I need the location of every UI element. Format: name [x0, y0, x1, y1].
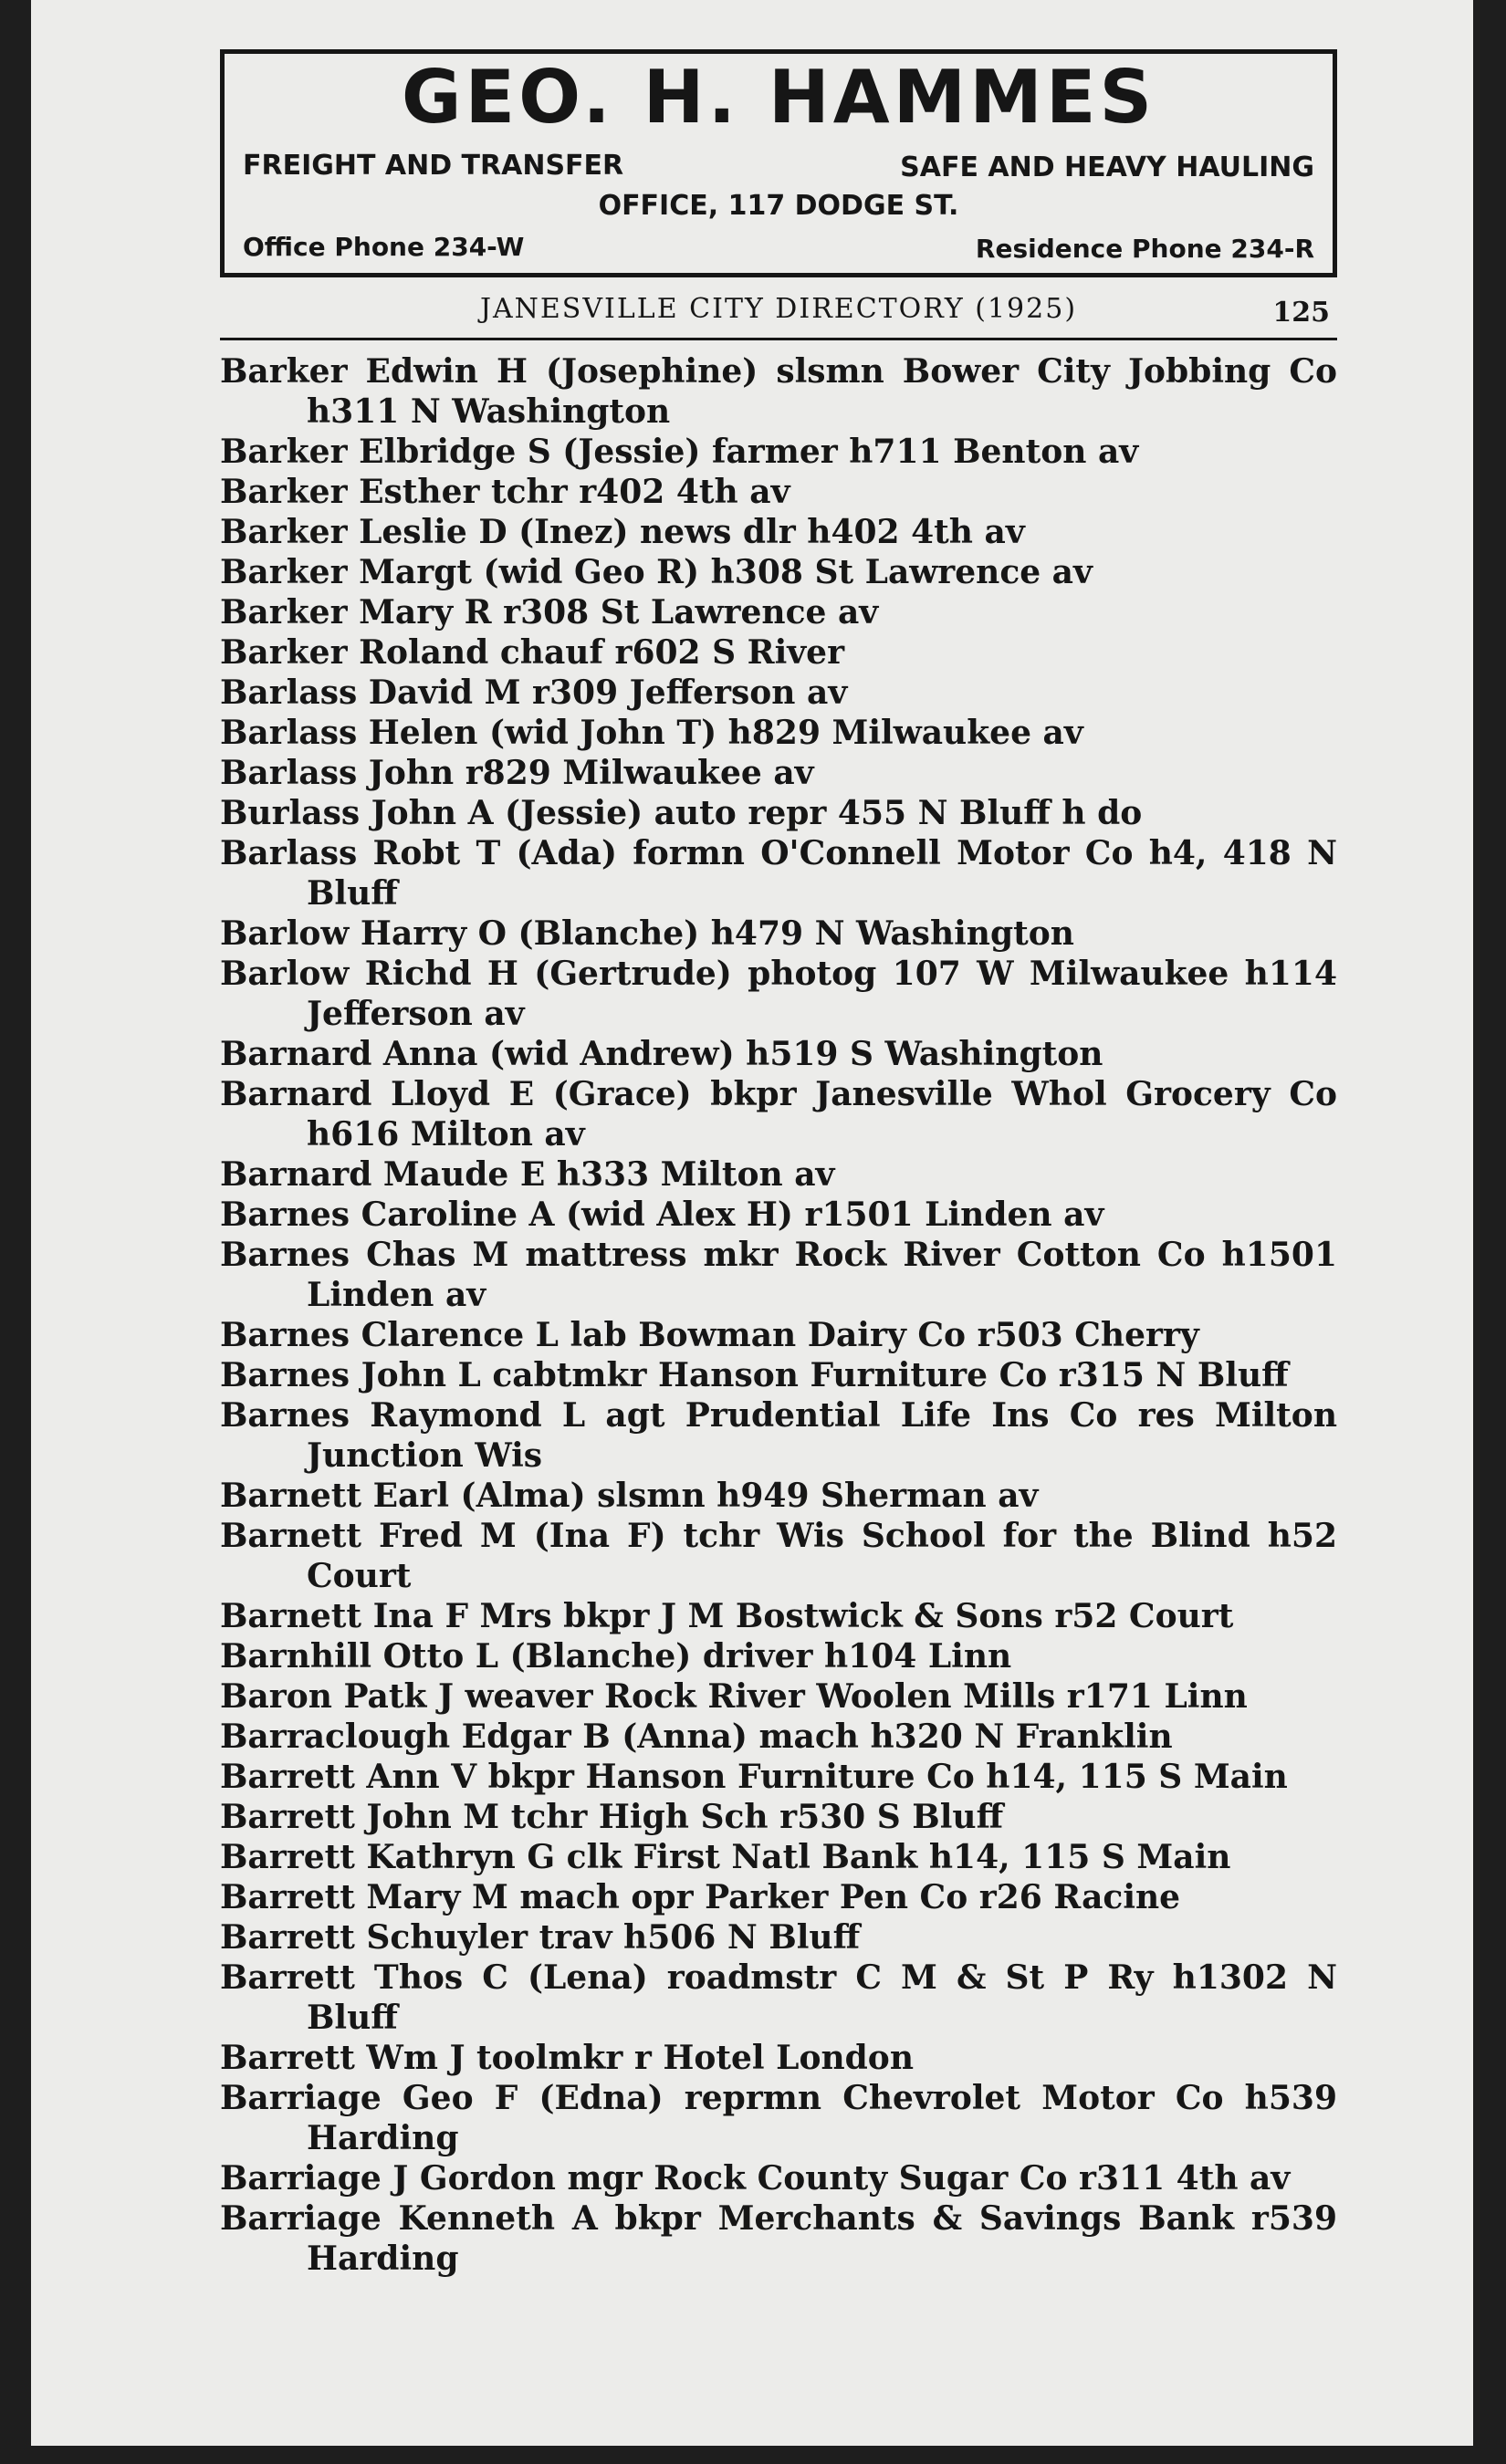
directory-entry: Barlass Helen (wid John T) h829 Milwaukee av	[220, 714, 1083, 752]
directory-entry: Barrett Mary M mach opr Parker Pen Co r26 Racine	[220, 1878, 1181, 1916]
advertisement-box	[220, 49, 1337, 277]
directory-entry: Barrett Wm J toolmkr r Hotel London	[220, 2039, 914, 2077]
scan-bottom-edge	[0, 2446, 1506, 2464]
directory-entry: Barlow Richd H (Gertrude) photog 107 W Milwaukee h114 Jefferson av	[220, 955, 1337, 1033]
directory-entry: Barker Leslie D (Inez) news dlr h402 4th av	[220, 513, 1025, 551]
directory-entry: Burlass John A (Jessie) auto repr 455 N Bluff h do	[220, 794, 1143, 832]
ad-left-service: FREIGHT AND TRANSFER	[243, 150, 624, 182]
directory-entry: Barriage Geo F (Edna) reprmn Chevrolet Motor Co h539 Harding	[220, 2079, 1337, 2157]
directory-entry: Barrett Thos C (Lena) roadmstr C M & St P Ry h1302 N Bluff	[220, 1958, 1337, 2037]
directory-entry: Barnett Ina F Mrs bkpr J M Bostwick & Sons r52 Court	[220, 1597, 1234, 1635]
directory-entry: Barnard Maude E h333 Milton av	[220, 1155, 835, 1194]
running-header	[220, 293, 1337, 332]
directory-entries	[220, 351, 1337, 2279]
directory-title: JANESVILLE CITY DIRECTORY (1925)	[479, 293, 1078, 325]
directory-entry: Barker Edwin H (Josephine) slsmn Bower City Jobbing Co h311 N Washington	[220, 352, 1337, 431]
directory-entry: Barnes John L cabtmkr Hanson Furniture Co r315 N Bluff	[220, 1356, 1289, 1394]
directory-entry: Barker Elbridge S (Jessie) farmer h711 Benton av	[220, 433, 1139, 471]
directory-entry: Barnes Chas M mattress mkr Rock River Cotton Co h1501 Linden av	[220, 1236, 1337, 1314]
ad-office-phone: Office Phone 234-W	[243, 232, 525, 262]
directory-entry: Barker Mary R r308 St Lawrence av	[220, 593, 879, 632]
directory-entry: Barlass Robt T (Ada) formn O'Connell Motor Co h4, 418 N Bluff	[220, 834, 1337, 913]
directory-entry: Barnett Earl (Alma) slsmn h949 Sherman av	[220, 1477, 1039, 1515]
directory-entry: Barriage J Gordon mgr Rock County Sugar Co r311 4th av	[220, 2159, 1291, 2198]
directory-entry: Barlass John r829 Milwaukee av	[220, 754, 814, 792]
directory-page	[31, 0, 1473, 2446]
directory-entry: Barrett John M tchr High Sch r530 S Bluff	[220, 1798, 1004, 1836]
header-divider	[220, 338, 1337, 340]
directory-entry: Baron Patk J weaver Rock River Woolen Mills r171 Linn	[220, 1677, 1248, 1716]
directory-entry: Barnett Fred M (Ina F) tchr Wis School for the Blind h52 Court	[220, 1517, 1337, 1595]
directory-entry: Barnard Anna (wid Andrew) h519 S Washington	[220, 1035, 1103, 1073]
directory-entry: Barnhill Otto L (Blanche) driver h104 Linn	[220, 1637, 1012, 1676]
directory-entry: Barlass David M r309 Jefferson av	[220, 673, 848, 712]
directory-entry: Barriage Kenneth A bkpr Merchants & Savings Bank r539 Harding	[220, 2199, 1337, 2278]
directory-entry: Barker Roland chauf r602 S River	[220, 633, 845, 672]
directory-entry: Barlow Harry O (Blanche) h479 N Washington	[220, 914, 1074, 953]
directory-entry: Barraclough Edgar B (Anna) mach h320 N Franklin	[220, 1717, 1173, 1756]
page-number: 125	[1272, 297, 1330, 329]
directory-entry: Barnes Caroline A (wid Alex H) r1501 Linden av	[220, 1195, 1104, 1234]
directory-entry: Barnard Lloyd E (Grace) bkpr Janesville Whol Grocery Co h616 Milton av	[220, 1075, 1337, 1154]
ad-right-service: SAFE AND HEAVY HAULING	[900, 151, 1314, 183]
directory-entry: Barnes Clarence L lab Bowman Dairy Co r503 Cherry	[220, 1316, 1199, 1354]
directory-entry: Barrett Ann V bkpr Hanson Furniture Co h14, 115 S Main	[220, 1758, 1288, 1796]
directory-entry: Barker Margt (wid Geo R) h308 St Lawrence av	[220, 553, 1093, 591]
ad-company-name: GEO. H. HAMMES	[401, 55, 1156, 140]
directory-entry: Barrett Schuyler trav h506 N Bluff	[220, 1918, 861, 1957]
ad-office-address: OFFICE, 117 DODGE ST.	[598, 190, 959, 222]
directory-entry: Barker Esther tchr r402 4th av	[220, 473, 790, 511]
directory-entry: Barrett Kathryn G clk First Natl Bank h14, 115 S Main	[220, 1838, 1231, 1876]
ad-residence-phone: Residence Phone 234-R	[975, 234, 1314, 264]
directory-entry: Barnes Raymond L agt Prudential Life Ins Co res Milton Junction Wis	[220, 1396, 1337, 1475]
